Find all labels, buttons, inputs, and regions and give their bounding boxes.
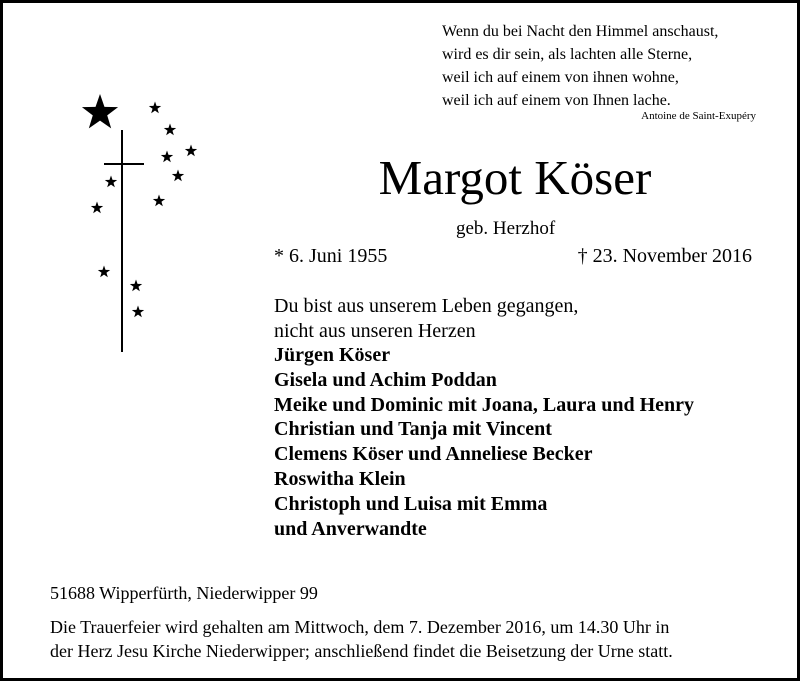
- quote-line: Wenn du bei Nacht den Himmel anschaust,: [442, 23, 719, 40]
- mourner: Roswitha Klein: [274, 467, 406, 490]
- mourner: Meike und Dominic mit Joana, Laura und Henry: [274, 393, 695, 416]
- ceremony-line: der Herz Jesu Kirche Niederwipper; anschließend findet die Beisetzung der Urne statt.: [50, 641, 673, 661]
- birth-name: geb. Herzhof: [456, 218, 556, 239]
- verse-line: Du bist aus unserem Leben gegangen,: [274, 295, 579, 317]
- verse: [274, 294, 578, 343]
- death-date: † 23. November 2016: [577, 245, 752, 267]
- mourner: Gisela und Achim Poddan: [274, 368, 497, 391]
- quote-author: Antoine de Saint-Exupéry: [641, 110, 756, 122]
- deceased-name: Margot Köser: [378, 150, 652, 205]
- mourner: Christoph und Luisa mit Emma: [274, 492, 548, 515]
- mourner: Clemens Köser und Anneliese Becker: [274, 443, 593, 466]
- birth-date: * 6. Juni 1955: [274, 245, 388, 267]
- cross-with-stars-icon: [70, 90, 210, 360]
- quote: [442, 20, 718, 112]
- verse-line: nicht aus unseren Herzen: [274, 319, 476, 342]
- mourner: Christian und Tanja mit Vincent: [274, 418, 552, 441]
- address: 51688 Wipperfürth, Niederwipper 99: [50, 583, 318, 603]
- mourner: und Anverwandte: [274, 517, 427, 540]
- mourner: Jürgen Köser: [274, 344, 391, 366]
- mourners-list: [274, 343, 694, 541]
- ceremony-line: Die Trauerfeier wird gehalten am Mittwoch, dem 7. Dezember 2016, um 14.30 Uhr in: [50, 617, 670, 637]
- quote-line: weil ich auf einem von ihnen wohne,: [442, 69, 679, 86]
- quote-line: weil ich auf einem von Ihnen lache.: [442, 92, 671, 109]
- ceremony-info: [50, 615, 673, 663]
- quote-line: wird es dir sein, als lachten alle Sterne,: [442, 46, 693, 63]
